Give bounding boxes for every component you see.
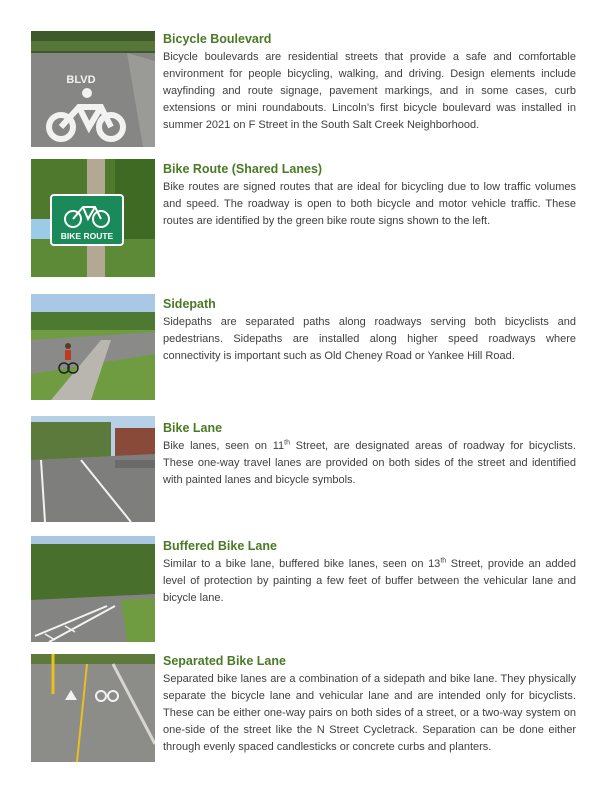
body-part: Bike lanes, seen on 11	[163, 440, 285, 452]
boulevard-marking-text: BLVD	[66, 74, 96, 86]
section-body: Sidepaths are separated paths along roadways serving both bicyclists and pedestrians. Sidepaths are installed along higher speed roadways where connectivity is important such as Old Cheney Road or Yankee Hill Road.	[163, 316, 576, 362]
bicycle-boulevard-photo	[31, 31, 155, 147]
section-bicycle-boulevard	[31, 31, 576, 147]
section-text	[163, 653, 576, 756]
section-text	[163, 420, 576, 489]
body-part: Street, are designated areas of roadway for bicyclists. These one-way travel lanes are provided on both sides of the street and identified with painted lanes and bicycle symbols.	[163, 440, 576, 486]
section-body: Bike routes are signed routes that are ideal for bicycling due to low traffic volumes and speed. The roadway is open to both bicycle and motor vehicle traffic. These routes are identified by the green bike route signs shown to the left.	[163, 181, 576, 227]
section-bike-route	[31, 159, 576, 277]
separated-bike-lane-photo	[31, 654, 155, 762]
section-text	[163, 538, 576, 607]
bike-route-sign-photo	[31, 159, 155, 277]
section-title: Sidepath	[163, 297, 216, 311]
section-title: Separated Bike Lane	[163, 654, 286, 668]
body-part: Street, provide an added level of protection by painting a few feet of buffer between the vehicular lane and bicycle lane.	[163, 558, 576, 604]
section-sidepath	[31, 294, 576, 400]
section-text	[163, 296, 576, 365]
section-bike-lane	[31, 416, 576, 522]
buffered-bike-lane-photo	[31, 536, 155, 642]
section-title: Bicycle Boulevard	[163, 32, 272, 46]
section-body: Separated bike lanes are a combination of a sidepath and bike lane. They physically separate the bicycle lane and vehicular lane and are intended only for bicyclists. These can be either one-way pairs on both sides of a street, or a two-way system on one-side of the street like the N Street Cycletrack. Separation can be done either through evenly spaced candlesticks or concrete curbs and planters.	[163, 673, 576, 753]
section-title: Buffered Bike Lane	[163, 539, 277, 553]
section-body	[163, 556, 576, 607]
body-superscript: th	[284, 439, 290, 447]
section-body: Bicycle boulevards are residential streets that provide a safe and comfortable environment for people bicycling, walking, and driving. Design elements include wayfinding and route signage, pavement markings, and in some cases, curb extensions or mini roundabouts. Lincoln’s first bicycle boulevard was installed in summer 2021 on F Street in the South Salt Creek Neighborhood.	[163, 51, 576, 131]
section-body	[163, 438, 576, 489]
section-separated-bike-lane	[31, 654, 576, 764]
section-title: Bike Route (Shared Lanes)	[163, 162, 323, 176]
body-part: Similar to a bike lane, buffered bike lanes, seen on 13	[163, 558, 441, 570]
section-title: Bike Lane	[163, 421, 223, 435]
sidepath-photo	[31, 294, 155, 400]
section-buffered-bike-lane	[31, 536, 576, 642]
section-text	[163, 31, 576, 134]
section-text	[163, 161, 576, 230]
body-superscript: th	[440, 557, 447, 565]
bike-lane-photo	[31, 416, 155, 522]
bike-route-sign-text: BIKE ROUTE	[60, 231, 114, 241]
